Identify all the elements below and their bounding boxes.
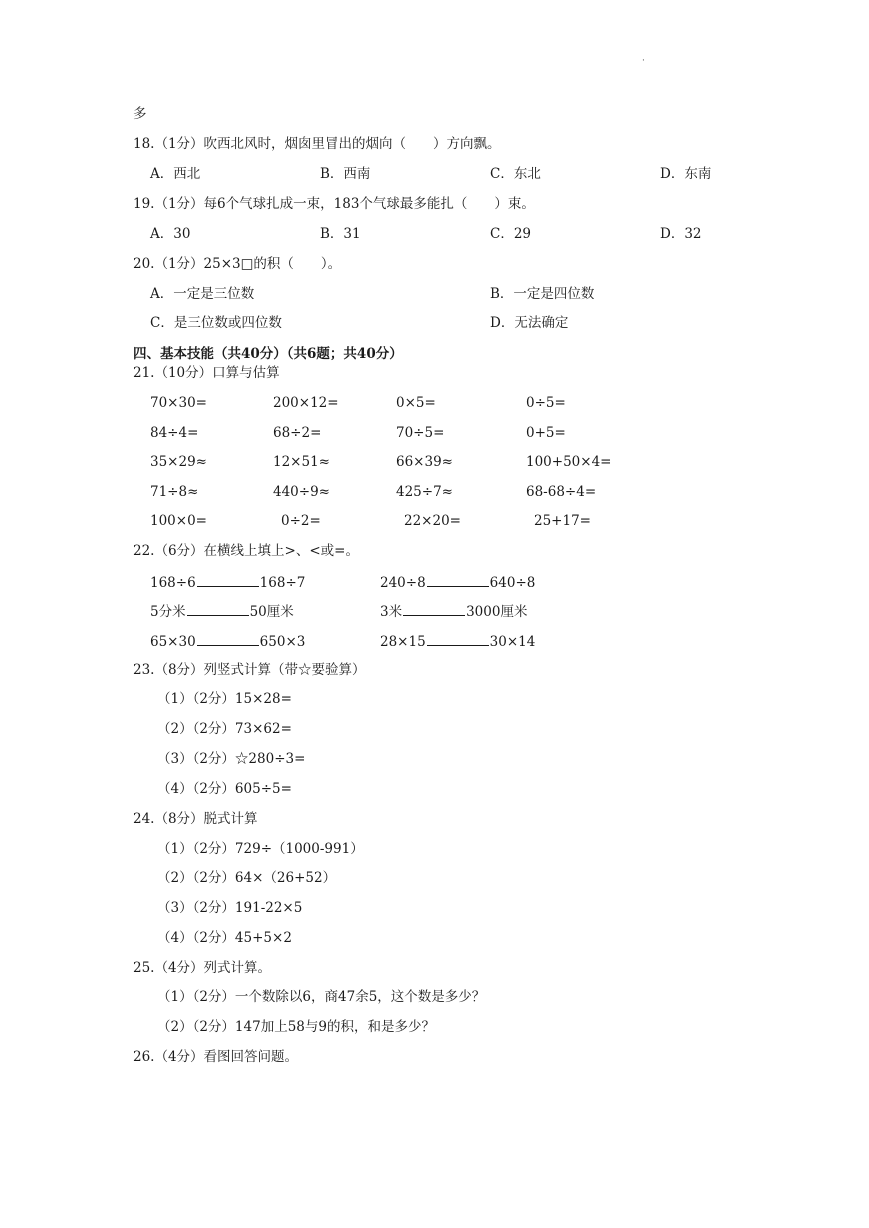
q19-option-b: B．31	[320, 226, 361, 242]
q21-cell: 70÷5=	[396, 425, 445, 441]
q21-cell: 66×39≈	[396, 454, 453, 470]
question-23-stem: 23.（8分）列竖式计算（带☆要验算）	[133, 662, 366, 678]
question-19-stem: 19.（1分）每6个气球扎成一束，183个气球最多能扎（ ）束。	[133, 196, 535, 212]
carry-over-text: 多	[133, 106, 147, 122]
q22-left-expr: 168÷6	[150, 575, 196, 591]
q21-cell: 0×5=	[396, 395, 436, 411]
question-26-stem: 26.（4分）看图回答问题。	[133, 1049, 299, 1065]
q21-cell: 84÷4=	[150, 425, 199, 441]
q21-cell: 12×51≈	[273, 454, 330, 470]
q21-cell: 68÷2=	[273, 425, 322, 441]
q22-right-expr: 168÷7	[259, 575, 306, 591]
q22-comparison	[150, 631, 305, 651]
answer-blank[interactable]	[187, 601, 249, 616]
q24-subitem: （4）（2分）45+5×2	[157, 930, 292, 946]
q19-option-c: C．29	[490, 226, 532, 242]
q20-option-d: D．无法确定	[490, 315, 569, 331]
q22-comparison	[380, 631, 535, 651]
q21-cell: 100+50×4=	[526, 454, 612, 470]
answer-blank[interactable]	[427, 572, 489, 587]
q22-left-expr: 240÷8	[380, 575, 426, 591]
q24-subitem: （1）（2分）729÷（1000-991）	[157, 841, 364, 857]
q22-comparison	[380, 601, 527, 621]
q24-subitem: （3）（2分）191-22×5	[157, 900, 303, 916]
q18-option-b: B．西南	[320, 166, 371, 182]
q20-option-a: A．一定是三位数	[150, 286, 255, 302]
answer-blank[interactable]	[197, 631, 259, 646]
answer-blank[interactable]	[403, 601, 465, 616]
q21-cell: 22×20=	[404, 513, 461, 529]
q22-comparison	[380, 572, 535, 592]
q19-option-d: D．32	[660, 226, 702, 242]
q22-right-expr: 30×14	[489, 634, 536, 650]
q22-left-expr: 5分米	[150, 604, 186, 620]
q18-option-d: D．东南	[660, 166, 712, 182]
q24-subitem: （2）（2分）64×（26+52）	[157, 870, 337, 886]
question-21-stem: 21.（10分）口算与估算	[133, 365, 280, 381]
q23-subitem: （3）（2分）☆280÷3=	[157, 751, 306, 767]
q21-cell: 0+5=	[526, 425, 566, 441]
q22-right-expr: 650×3	[259, 634, 306, 650]
q25-subitem: （1）（2分）一个数除以6，商47余5，这个数是多少？	[157, 989, 486, 1005]
q22-left-expr: 65×30	[150, 634, 196, 650]
q21-cell: 71÷8≈	[150, 484, 199, 500]
q21-cell: 35×29≈	[150, 454, 207, 470]
q21-cell: 0÷5=	[526, 395, 566, 411]
q22-right-expr: 3000厘米	[466, 604, 528, 620]
question-24-stem: 24.（8分）脱式计算	[133, 811, 258, 827]
q23-subitem: （1）（2分）15×28=	[157, 691, 292, 707]
q18-option-c: C．东北	[490, 166, 541, 182]
q19-option-a: A．30	[150, 226, 191, 242]
question-25-stem: 25.（4分）列式计算。	[133, 960, 272, 976]
q23-subitem: （2）（2分）73×62=	[157, 721, 292, 737]
q21-cell: 200×12=	[273, 395, 339, 411]
q20-option-c: C．是三位数或四位数	[150, 315, 282, 331]
question-22-stem: 22.（6分）在横线上填上>、<或=。	[133, 543, 359, 559]
q22-right-expr: 640÷8	[489, 575, 536, 591]
q21-cell: 440÷9≈	[273, 484, 330, 500]
q22-left-expr: 3米	[380, 604, 403, 620]
q21-cell: 68-68÷4=	[526, 484, 597, 500]
q22-right-expr: 50厘米	[249, 604, 294, 620]
q20-option-b: B．一定是四位数	[490, 286, 595, 302]
question-20-stem: 20.（1分）25×3□的积（ ）。	[133, 256, 342, 272]
q22-comparison	[150, 572, 305, 592]
q25-subitem: （2）（2分）147加上58与9的积，和是多少？	[157, 1019, 435, 1035]
page-dot: ·	[642, 56, 645, 66]
q18-option-a: A．西北	[150, 166, 201, 182]
q21-cell: 425÷7≈	[396, 484, 453, 500]
answer-blank[interactable]	[197, 572, 259, 587]
q23-subitem: （4）（2分）605÷5=	[157, 781, 292, 797]
q22-left-expr: 28×15	[380, 634, 426, 650]
question-18-stem: 18.（1分）吹西北风时，烟囱里冒出的烟向（ ）方向飘。	[133, 136, 501, 152]
section-heading: 四、基本技能（共40分）（共6题；共40分）	[133, 346, 403, 362]
q21-cell: 25+17=	[534, 513, 591, 529]
q21-cell: 70×30=	[150, 395, 207, 411]
answer-blank[interactable]	[427, 631, 489, 646]
q22-comparison	[150, 601, 294, 621]
q21-cell: 100×0=	[150, 513, 207, 529]
q21-cell: 0÷2=	[281, 513, 321, 529]
